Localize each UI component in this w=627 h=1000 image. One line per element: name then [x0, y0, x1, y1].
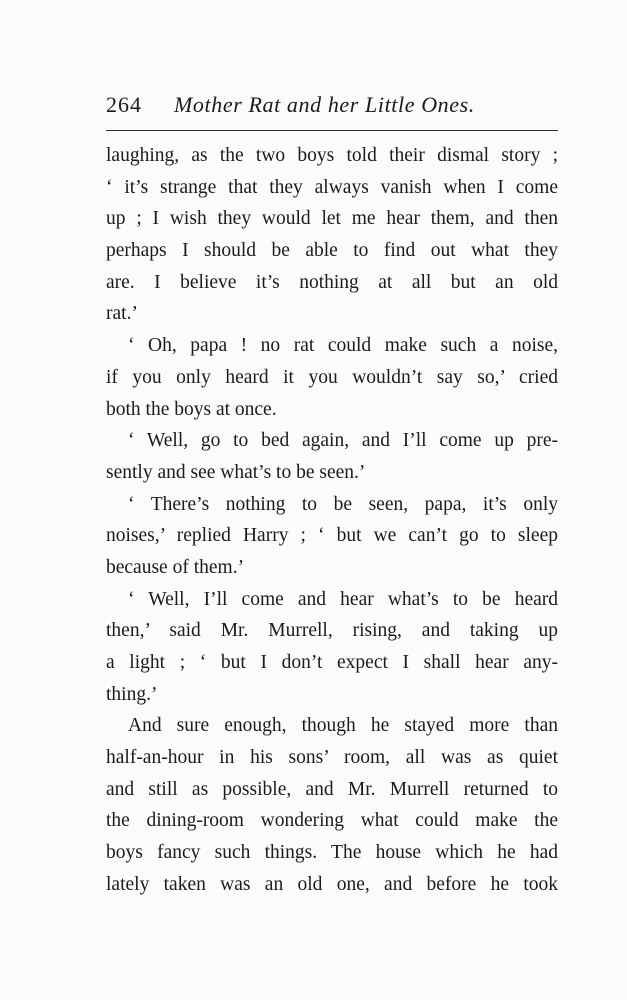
- text-line: up ; I wish they would let me hear them, and then: [106, 208, 558, 230]
- text-line: perhaps I should be able to find out what they: [106, 240, 558, 262]
- text-line: half-an-hour in his sons’ room, all was as quiet: [106, 747, 558, 769]
- text-line: are. I believe it’s nothing at all but an old: [106, 271, 558, 293]
- text-line: ‘ There’s nothing to be seen, papa, it’s only: [128, 493, 558, 515]
- page-number: 264: [106, 92, 142, 117]
- text-line: because of them.’: [106, 556, 245, 578]
- text-line: ‘ Oh, papa ! no rat could make such a noise,: [128, 335, 558, 357]
- text-line: and still as possible, and Mr. Murrell returned to: [106, 778, 558, 800]
- text-line: both the boys at once.: [106, 398, 277, 420]
- text-line: ‘ Well, I’ll come and hear what’s to be heard: [128, 588, 558, 610]
- text-line: And sure enough, though he stayed more than: [128, 715, 558, 737]
- text-line: the dining-room wondering what could make the: [106, 810, 558, 832]
- text-line: ‘ Well, go to bed again, and I’ll come up pre-: [128, 430, 558, 452]
- text-line: rat.’: [106, 303, 138, 325]
- text-line: lately taken was an old one, and before he took: [106, 873, 558, 895]
- text-line: then,’ said Mr. Murrell, rising, and taking up: [106, 620, 558, 642]
- text-line: laughing, as the two boys told their dismal story ;: [106, 145, 558, 166]
- text-line: boys fancy such things. The house which he had: [106, 842, 558, 864]
- running-head: [106, 88, 558, 124]
- text-line: noises,’ replied Harry ; ‘ but we can’t go to sleep: [106, 525, 558, 547]
- text-line: a light ; ‘ but I don’t expect I shall hear any-: [106, 652, 558, 673]
- running-title: Mother Rat and her Little Ones.: [174, 92, 475, 117]
- text-line: sently and see what’s to be seen.’: [106, 461, 366, 483]
- text-line: ‘ it’s strange that they always vanish when I come: [106, 176, 558, 198]
- body-text: [106, 140, 558, 901]
- text-line: thing.’: [106, 683, 158, 705]
- text-line: if you only heard it you wouldn’t say so,’ cried: [106, 366, 558, 388]
- header-rule: [106, 130, 558, 131]
